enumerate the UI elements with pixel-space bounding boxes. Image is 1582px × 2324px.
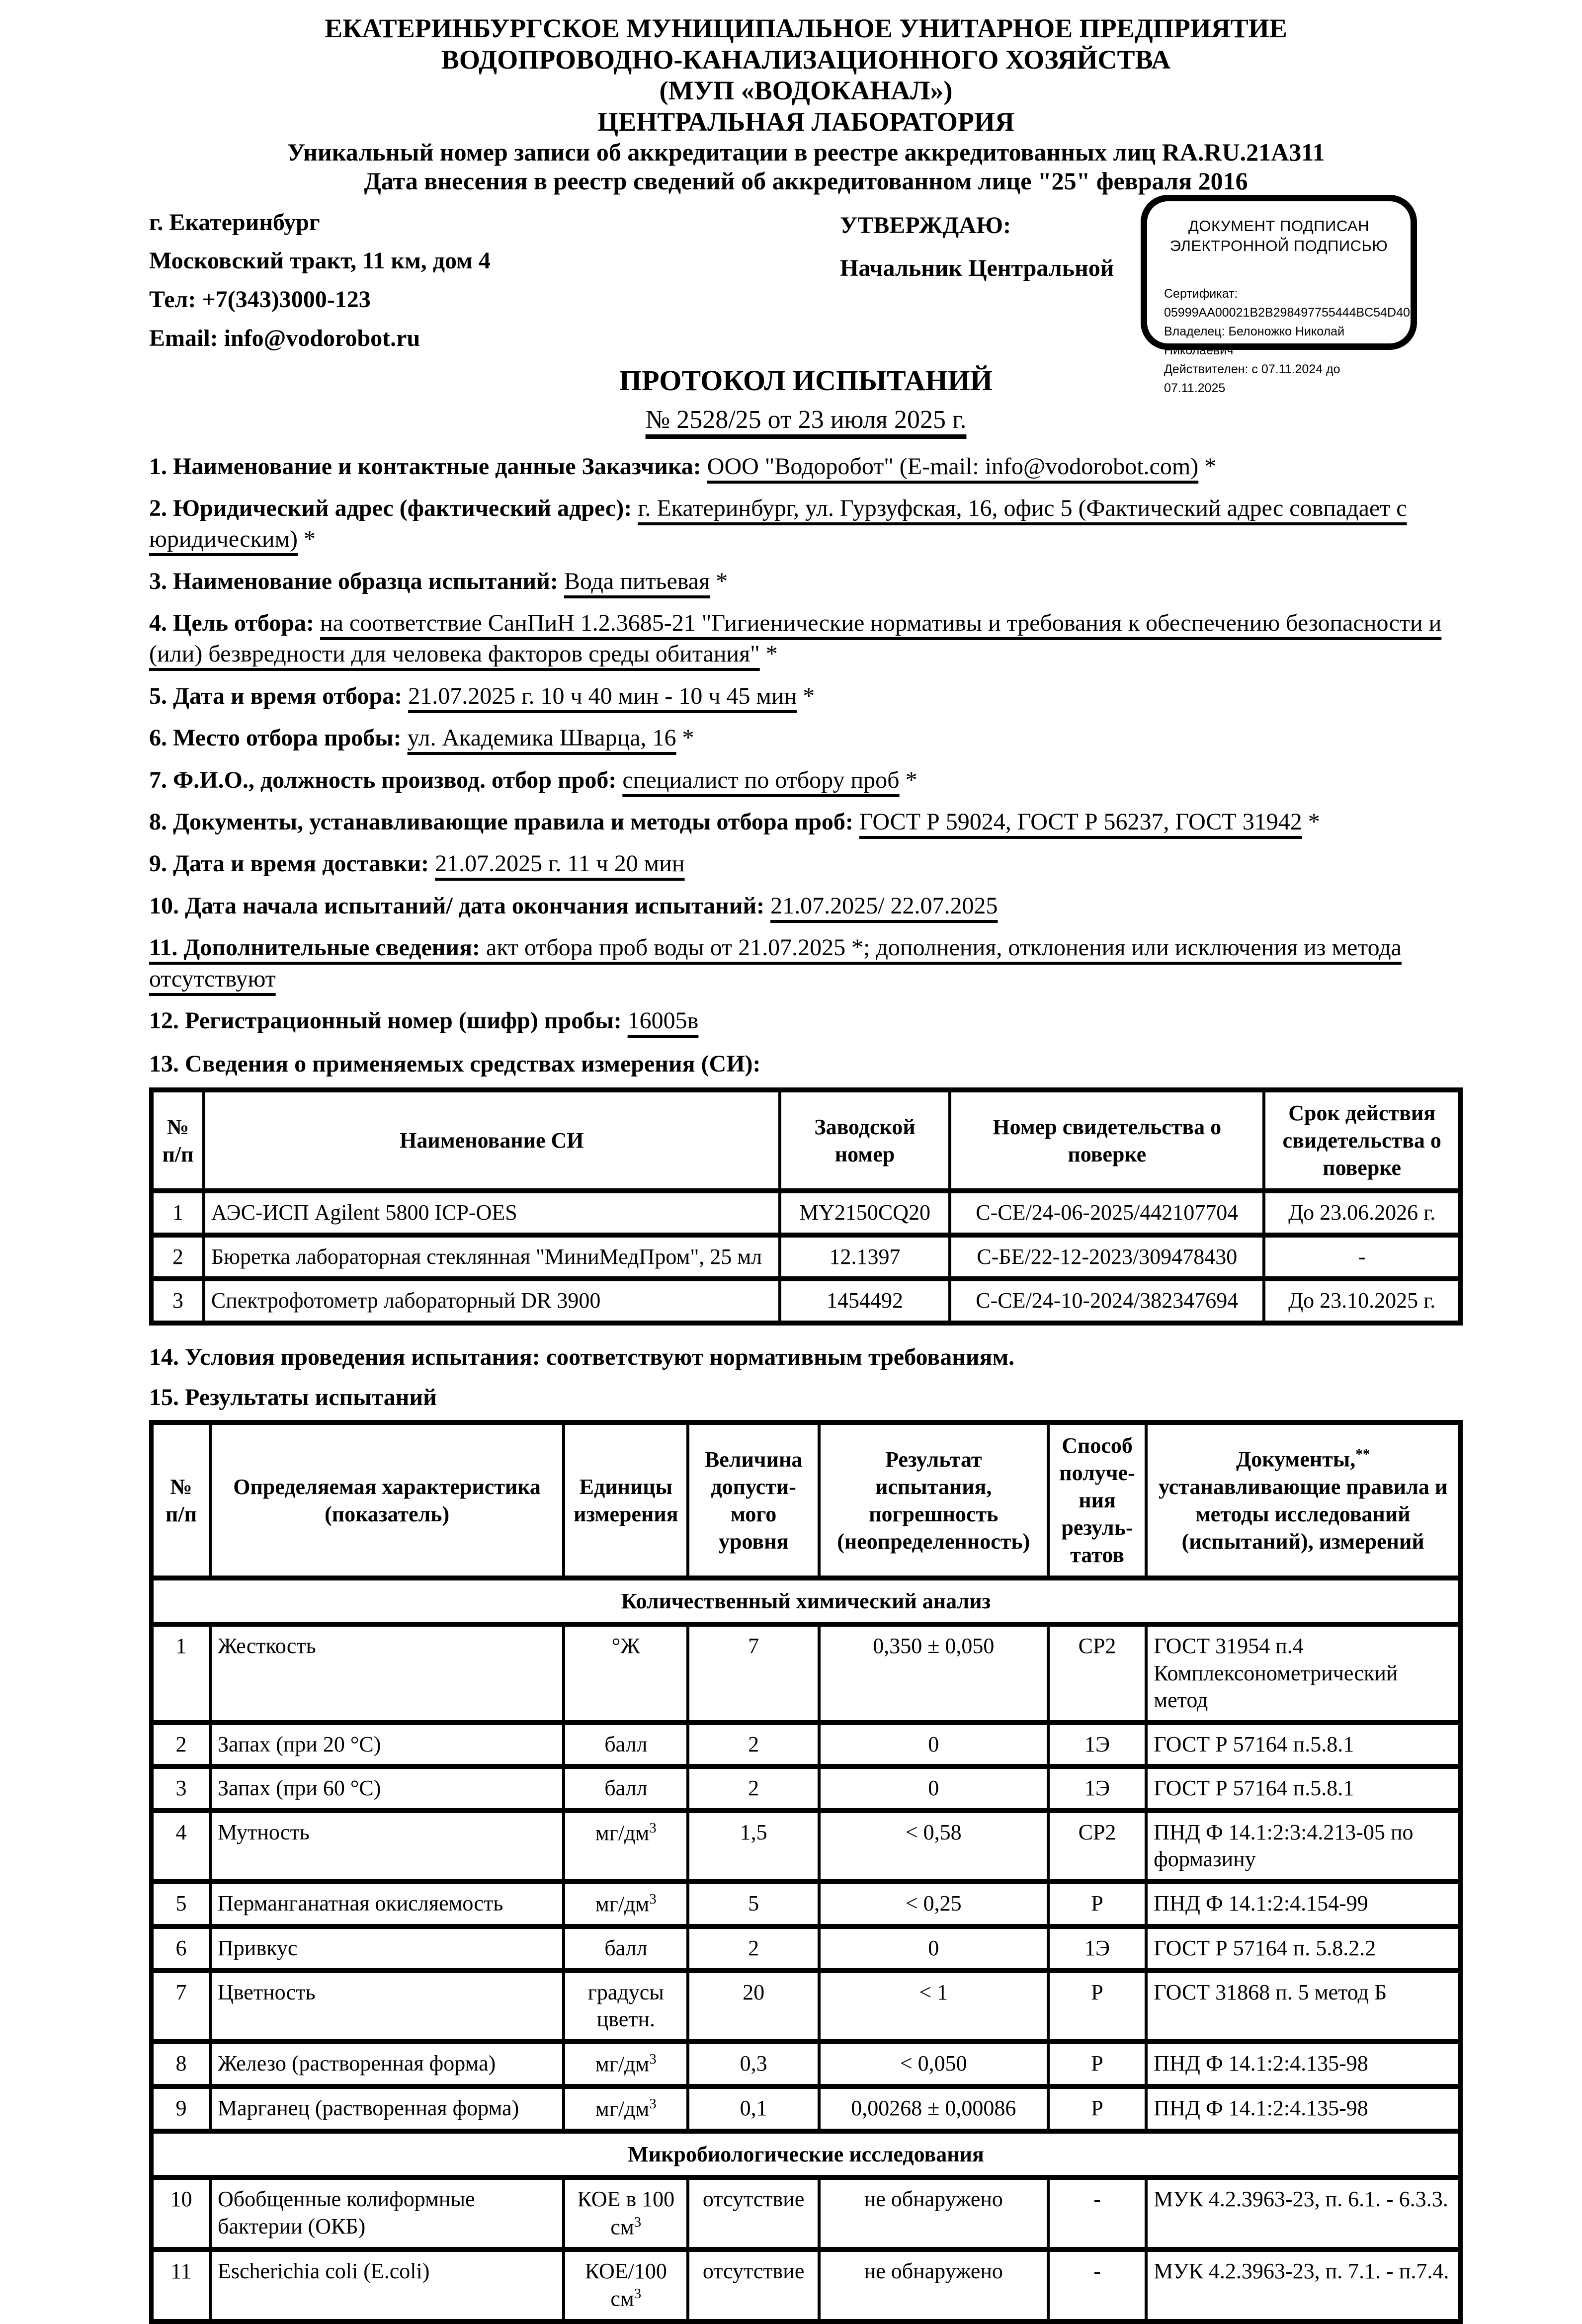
results-section-row <box>152 1578 1461 1624</box>
item-label: 9. Дата и время доставки: <box>149 850 435 877</box>
results-header-cell: Документы,** устанавливающие правила и методы исследований (испытаний), измерений <box>1146 1422 1460 1578</box>
protocol-item-9 <box>149 848 1463 879</box>
result-cell-result: < 0,25 <box>819 1882 1048 1926</box>
result-cell-method: Р <box>1048 1971 1147 2042</box>
si-table-header-cell: № п/п <box>152 1090 204 1191</box>
result-cell-method: - <box>1048 2177 1147 2249</box>
registry-date-line: Дата внесения в реестр сведений об аккредитованном лице "25" февраля 2016 <box>364 166 1248 195</box>
results-row <box>152 2042 1461 2086</box>
result-cell-docs: ГОСТ Р 57164 п.5.8.1 <box>1146 1723 1460 1767</box>
result-cell-method: 1Э <box>1048 1926 1147 1971</box>
results-header-cell: Результат испытания, погрешность (неопределенность) <box>819 1422 1048 1578</box>
result-cell-name: Марганец (растворенная форма) <box>210 2086 564 2131</box>
result-cell-method: 1Э <box>1048 1723 1147 1767</box>
si-table-header-cell: Заводской номер <box>780 1090 950 1191</box>
result-cell-docs: ГОСТ 31954 п.4 Комплексонометрический метод <box>1146 1624 1460 1723</box>
result-cell-docs: ПНД Ф 14.1:2:3:4.213-05 по формазину <box>1146 1811 1460 1882</box>
protocol-item-5 <box>149 681 1463 712</box>
protocol-item-11 <box>149 932 1463 995</box>
si-table-row <box>152 1279 1461 1323</box>
results-header-cell: Определяемая характеристика (показатель) <box>210 1422 564 1578</box>
si-cell-num: 3 <box>152 1279 204 1323</box>
si-cell-num: 2 <box>152 1235 204 1279</box>
si-table-header-cell: Наименование СИ <box>204 1090 780 1191</box>
stamp-validity: Действителен: с 07.11.2024 до 07.11.2025 <box>1164 362 1340 395</box>
result-cell-num: 4 <box>152 1811 211 1882</box>
result-cell-docs: МУК 4.2.3963-23, п. 6.1. - 6.3.3. <box>1146 2177 1460 2249</box>
si-table-header-cell: Срок действия свидетельства о поверке <box>1264 1090 1460 1191</box>
result-cell-name: Запах (при 20 °С) <box>210 1723 564 1767</box>
result-cell-num: 3 <box>152 1766 211 1811</box>
results-heading: 15. Результаты испытаний <box>149 1384 437 1411</box>
si-cell-certificate: С-СЕ/24-10-2024/382347694 <box>950 1279 1264 1323</box>
result-cell-limit: 0,1 <box>688 2086 819 2131</box>
document-number-line <box>149 405 1463 434</box>
item-value: 21.07.2025/ 22.07.2025 <box>770 892 998 919</box>
item-label: 8. Документы, устанавливающие правила и методы отбора проб: <box>149 809 859 835</box>
results-section-title: Количественный химический анализ <box>152 1578 1461 1624</box>
result-cell-unit: КОЕ/100 $см^3$ <box>564 2249 688 2322</box>
result-cell-docs: ПНД Ф 14.1:2:4.135-98 <box>1146 2042 1460 2086</box>
result-cell-limit: 0,3 <box>688 2042 819 2086</box>
stamp-details <box>1164 284 1410 398</box>
result-cell-method: 1Э <box>1048 1766 1147 1811</box>
item-value: 16005в <box>627 1007 699 1034</box>
result-cell-limit: 2 <box>688 1926 819 1971</box>
contact-phone: Тел: +7(343)3000-123 <box>149 286 371 313</box>
approve-label: УТВЕРЖДАЮ: <box>840 212 1011 239</box>
si-cell-valid-until: До 23.06.2026 г. <box>1264 1191 1460 1235</box>
stamp-title-line-1: ДОКУМЕНТ ПОДПИСАН <box>1188 217 1370 235</box>
item-value: специалист по отбору проб <box>622 766 900 793</box>
result-cell-unit: $мг/дм^3$ <box>564 1882 688 1926</box>
result-cell-result: 0,00268 ± 0,00086 <box>819 2086 1048 2131</box>
results-row <box>152 1971 1461 2042</box>
item-label: 11. Дополнительные сведения: <box>149 934 487 961</box>
result-cell-limit: 1,5 <box>688 1811 819 1882</box>
si-cell-serial: 12.1397 <box>780 1235 950 1279</box>
protocol-item-2 <box>149 493 1463 555</box>
org-name-line-1: ЕКАТЕРИНБУРГСКОЕ МУНИЦИПАЛЬНОЕ УНИТАРНОЕ ПРЕДПРИЯТИЕ <box>325 13 1287 43</box>
stamp-title <box>1164 216 1394 256</box>
si-cell-name: Спектрофотометр лабораторный DR 3900 <box>204 1279 780 1323</box>
si-cell-valid-until: - <box>1264 1235 1460 1279</box>
results-row <box>152 2177 1461 2249</box>
contact-email: Email: info@vodorobot.ru <box>149 325 420 351</box>
result-cell-result: 0 <box>819 1766 1048 1811</box>
si-cell-serial: 1454492 <box>780 1279 950 1323</box>
result-cell-unit: КОЕ в 100 $см^3$ <box>564 2177 688 2249</box>
result-cell-name: Привкус <box>210 1926 564 1971</box>
result-cell-name: Запах (при 60 °С) <box>210 1766 564 1811</box>
item-footnote-asterisk: * <box>899 766 917 793</box>
si-table-row <box>152 1191 1461 1235</box>
item-label: 2. Юридический адрес (фактический адрес): <box>149 495 638 521</box>
result-cell-num: 1 <box>152 1624 211 1723</box>
measuring-instruments-table <box>149 1087 1463 1326</box>
result-cell-name: Escherichia coli (E.coli) <box>210 2249 564 2322</box>
item-value: акт отбора проб воды от 21.07.2025 *; дополнения, отклонения или исключения из метода отсутствуют <box>149 934 1402 992</box>
si-cell-num: 1 <box>152 1191 204 1235</box>
result-cell-docs: ПНД Ф 14.1:2:4.135-98 <box>1146 2086 1460 2131</box>
results-section-row <box>152 2131 1461 2177</box>
result-cell-num: 5 <box>152 1882 211 1926</box>
result-cell-unit: $мг/дм^3$ <box>564 1811 688 1882</box>
result-cell-name: Мутность <box>210 1811 564 1882</box>
item-footnote-asterisk: * <box>676 725 694 751</box>
results-row <box>152 1926 1461 1971</box>
protocol-item-10 <box>149 891 1463 921</box>
result-cell-method: Р <box>1048 2042 1147 2086</box>
result-cell-limit: отсутствие <box>688 2177 819 2249</box>
result-cell-result: < 1 <box>819 1971 1048 2042</box>
result-cell-name: Железо (растворенная форма) <box>210 2042 564 2086</box>
protocol-item-8 <box>149 807 1463 837</box>
item-value: ГОСТ Р 59024, ГОСТ Р 56237, ГОСТ 31942 <box>859 809 1302 835</box>
protocol-item-6 <box>149 723 1463 753</box>
result-cell-num: 10 <box>152 2177 211 2249</box>
results-header-cell: Величина допусти-мого уровня <box>688 1422 819 1578</box>
org-name-line-4: ЦЕНТРАЛЬНАЯ ЛАБОРАТОРИЯ <box>597 106 1014 137</box>
item-value: ул. Академика Шварца, 16 <box>407 725 676 751</box>
result-cell-unit: градусы цветн. <box>564 1971 688 2042</box>
result-cell-docs: ПНД Ф 14.1:2:4.154-99 <box>1146 1882 1460 1926</box>
si-table-row <box>152 1235 1461 1279</box>
stamp-owner: Владелец: Белоножко Николай Николаевич <box>1164 324 1345 357</box>
si-cell-serial: MY2150CQ20 <box>780 1191 950 1235</box>
result-cell-method: - <box>1048 2249 1147 2322</box>
org-name-line-3: (МУП «ВОДОКАНАЛ») <box>659 76 953 106</box>
item-footnote-asterisk: * <box>710 568 728 594</box>
results-row <box>152 2249 1461 2322</box>
result-cell-docs: ГОСТ Р 57164 п.5.8.1 <box>1146 1766 1460 1811</box>
si-cell-certificate: С-БЕ/22-12-2023/309478430 <box>950 1235 1264 1279</box>
result-cell-unit: °Ж <box>564 1624 688 1723</box>
result-cell-unit: $мг/дм^3$ <box>564 2042 688 2086</box>
result-cell-name: Обобщенные колиформные бактерии (ОКБ) <box>210 2177 564 2249</box>
result-cell-limit: отсутствие <box>688 2249 819 2322</box>
results-header-cell: № п/п <box>152 1422 211 1578</box>
item-label: 1. Наименование и контактные данные Заказчика: <box>149 453 707 480</box>
result-cell-docs: МУК 4.2.3963-23, п. 7.1. - п.7.4. <box>1146 2249 1460 2322</box>
result-cell-limit: 2 <box>688 1766 819 1811</box>
si-cell-valid-until: До 23.10.2025 г. <box>1264 1279 1460 1323</box>
result-cell-num: 2 <box>152 1723 211 1767</box>
result-cell-result: < 0,050 <box>819 2042 1048 2086</box>
result-cell-num: 7 <box>152 1971 211 2042</box>
results-row <box>152 1766 1461 1811</box>
result-cell-limit: 5 <box>688 1882 819 1926</box>
stamp-certificate: Сертификат: 05999AA00021B2B298497755444BC54D40 <box>1164 286 1410 320</box>
stamp-title-line-2: ЭЛЕКТРОННОЙ ПОДПИСЬЮ <box>1169 237 1388 255</box>
result-cell-limit: 2 <box>688 1723 819 1767</box>
result-cell-limit: 20 <box>688 1971 819 2042</box>
result-cell-result: 0 <box>819 1926 1048 1971</box>
results-header-cell: Единицы измерения <box>564 1422 688 1578</box>
si-section-intro: 13. Сведения о применяемых средствах измерения (СИ): <box>149 1051 761 1078</box>
organization-header <box>149 13 1463 195</box>
result-cell-name: Перманганатная окисляемость <box>210 1882 564 1926</box>
result-cell-limit: 7 <box>688 1624 819 1723</box>
result-cell-unit: балл <box>564 1766 688 1811</box>
result-cell-result: не обнаружено <box>819 2177 1048 2249</box>
item-footnote-asterisk: * <box>297 526 316 553</box>
result-cell-unit: балл <box>564 1723 688 1767</box>
result-cell-result: < 0,58 <box>819 1811 1048 1882</box>
contact-address: Московский тракт, 11 км, дом 4 <box>149 248 491 274</box>
test-results-table <box>149 1420 1463 2324</box>
results-row <box>152 1882 1461 1926</box>
result-cell-name: Жесткость <box>210 1624 564 1723</box>
si-cell-name: АЭС-ИСП Agilent 5800 ICP-OES <box>204 1191 780 1235</box>
item-footnote-asterisk: * <box>797 682 815 709</box>
result-cell-num: 6 <box>152 1926 211 1971</box>
si-table-header-row <box>152 1090 1461 1191</box>
item-label: 10. Дата начала испытаний/ дата окончания испытаний: <box>149 892 771 919</box>
results-row <box>152 1723 1461 1767</box>
results-row <box>152 1811 1461 1882</box>
result-cell-num: 9 <box>152 2086 211 2131</box>
protocol-item-12 <box>149 1005 1463 1036</box>
results-row <box>152 1624 1461 1723</box>
contact-city: г. Екатеринбург <box>149 209 320 236</box>
item-label: 6. Место отбора пробы: <box>149 725 408 751</box>
accreditation-number-line: Уникальный номер записи об аккредитации в реестре аккредитованных лиц RA.RU.21А311 <box>287 138 1325 166</box>
item-footnote-asterisk: * <box>1302 809 1320 835</box>
result-cell-method: Р <box>1048 1882 1147 1926</box>
protocol-item-3 <box>149 566 1463 597</box>
item-value: 21.07.2025 г. 10 ч 40 мин - 10 ч 45 мин <box>408 682 797 709</box>
si-cell-certificate: С-СЕ/24-06-2025/442107704 <box>950 1191 1264 1235</box>
item-value: 21.07.2025 г. 11 ч 20 мин <box>435 850 685 877</box>
approval-block <box>840 204 1114 290</box>
results-header-cell: Способ получе-ния резуль-татов <box>1048 1422 1147 1578</box>
document-number-value: № 2528/25 от 23 июля 2025 г. <box>645 405 967 434</box>
result-cell-docs: ГОСТ 31868 п. 5 метод Б <box>1146 1971 1460 2042</box>
result-cell-unit: $мг/дм^3$ <box>564 2086 688 2131</box>
protocol-item-4 <box>149 608 1463 670</box>
result-cell-num: 11 <box>152 2249 211 2322</box>
item-label: 7. Ф.И.О., должность производ. отбор проб: <box>149 766 623 793</box>
result-cell-method: Р <box>1048 2086 1147 2131</box>
approver-title: Начальник Центральной <box>840 254 1114 281</box>
item-label: 3. Наименование образца испытаний: <box>149 568 564 594</box>
result-cell-result: не обнаружено <box>819 2249 1048 2322</box>
results-header-row <box>152 1422 1461 1578</box>
item-value: на соответствие СанПиН 1.2.3685-21 "Гигиенические нормативы и требования к обеспечению безопасности и (или) безвредности для человека факторов среды обитания" <box>149 610 1442 667</box>
result-cell-method: СР2 <box>1048 1811 1147 1882</box>
result-cell-result: 0 <box>819 1723 1048 1767</box>
results-row <box>152 2086 1461 2131</box>
document-title: ПРОТОКОЛ ИСПЫТАНИЙ <box>619 364 993 397</box>
result-cell-unit: балл <box>564 1926 688 1971</box>
item-label: 5. Дата и время отбора: <box>149 682 409 709</box>
protocol-item-1 <box>149 451 1463 482</box>
si-table-header-cell: Номер свидетельства о поверке <box>950 1090 1264 1191</box>
si-cell-name: Бюретка лабораторная стеклянная "МиниМедПром", 25 мл <box>204 1235 780 1279</box>
result-cell-name: Цветность <box>210 1971 564 2042</box>
test-conditions-line: 14. Условия проведения испытания: соответствуют нормативным требованиям. <box>149 1344 1015 1370</box>
protocol-item-7 <box>149 765 1463 796</box>
item-value: ООО "Водоробот" (E-mail: info@vodorobot.com) <box>707 453 1199 480</box>
item-footnote-asterisk: * <box>1198 453 1217 480</box>
org-name-line-2: ВОДОПРОВОДНО-КАНАЛИЗАЦИОННОГО ХОЗЯЙСТВА <box>441 44 1171 75</box>
item-value: Вода питьевая <box>564 568 710 594</box>
result-cell-method: СР2 <box>1048 1624 1147 1723</box>
result-cell-num: 8 <box>152 2042 211 2086</box>
result-cell-docs: ГОСТ Р 57164 п. 5.8.2.2 <box>1146 1926 1460 1971</box>
result-cell-result: 0,350 ± 0,050 <box>819 1624 1048 1723</box>
results-section-title: Микробиологические исследования <box>152 2131 1461 2177</box>
item-value: г. Екатеринбург, ул. Гурзуфская, 16, офис 5 (Фактический адрес совпадает с юридическим) <box>149 495 1407 553</box>
item-label: 12. Регистрационный номер (шифр) пробы: <box>149 1007 628 1034</box>
protocol-items <box>149 451 1463 1037</box>
item-footnote-asterisk: * <box>759 641 778 667</box>
digital-signature-stamp <box>1141 195 1417 395</box>
item-label: 4. Цель отбора: <box>149 610 320 637</box>
